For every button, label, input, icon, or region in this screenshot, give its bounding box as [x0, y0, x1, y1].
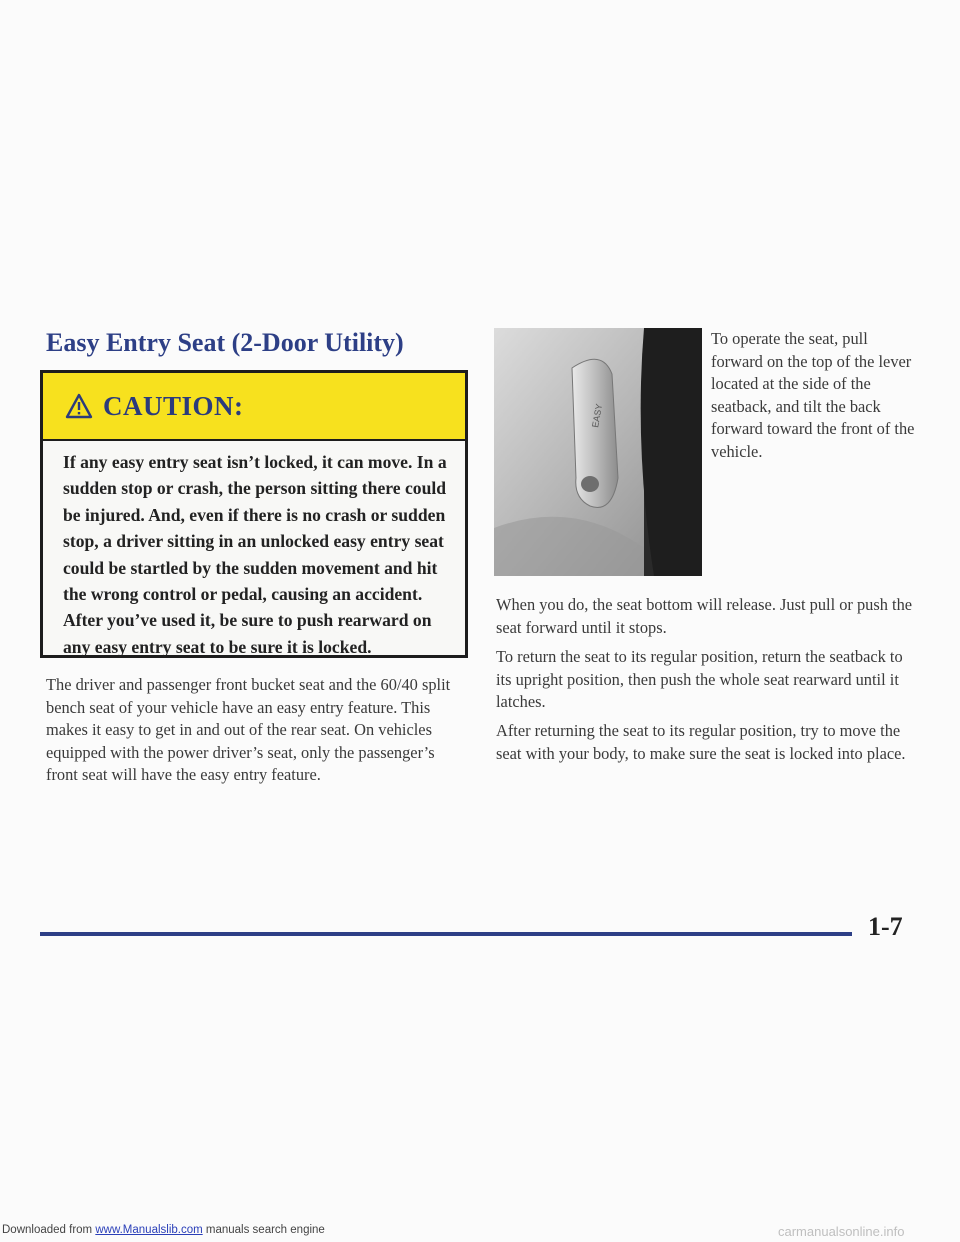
- return-seat-text: To return the seat to its regular position, return the seatback to its upright position, then push the whole seat rearward until it latches.: [496, 647, 903, 711]
- caution-header: [43, 373, 465, 441]
- watermark-text: carmanualsonline.info: [778, 1224, 905, 1239]
- seat-lever-image: [494, 328, 702, 576]
- caution-text: If any easy entry seat isn’t locked, it can move. In a sudden stop or crash, the person sitting there could be injured. And, even if there is no crash or sudden stop, a driver sitting in an unlocked easy entry seat could be startled by the sudden movement and hit the wrong control or pedal, causing an accident. After you’ve used it, be sure to push rearward on any easy entry seat to be sure it is locked.: [63, 452, 447, 657]
- caution-label: CAUTION:: [103, 391, 244, 421]
- operate-seat-text: To operate the seat, pull forward on the top of the lever located at the side of the seatback, and tilt the back forward toward the front of the vehicle.: [711, 329, 915, 461]
- footer-suffix: manuals search engine: [202, 1224, 325, 1236]
- release-text: When you do, the seat bottom will release. Just pull or push the seat forward until it stops.: [496, 595, 913, 637]
- manualslib-link[interactable]: www.Manualslib.com: [95, 1224, 203, 1236]
- page-number: 1-7: [868, 912, 903, 941]
- lock-check-text: After returning the seat to its regular position, try to move the seat with your body, to make sure the seat is locked into place.: [496, 721, 906, 763]
- warning-triangle-icon: [65, 393, 93, 419]
- footer-rule: [40, 932, 852, 936]
- seat-lever-photo: [494, 328, 702, 576]
- footer-prefix: Downloaded from: [2, 1224, 96, 1236]
- easy-entry-description: The driver and passenger front bucket seat and the 60/40 split bench seat of your vehicle have an easy entry feature. This makes it easy to get in and out of the rear seat. On vehicles equipped with the power driver’s seat, only the passenger’s front seat will have the easy entry feature.: [46, 675, 451, 784]
- download-footer: [2, 1224, 325, 1236]
- svg-text:EASY: EASY: [590, 402, 605, 429]
- caution-box: [40, 370, 468, 658]
- section-heading: Easy Entry Seat (2-Door Utility): [46, 328, 404, 357]
